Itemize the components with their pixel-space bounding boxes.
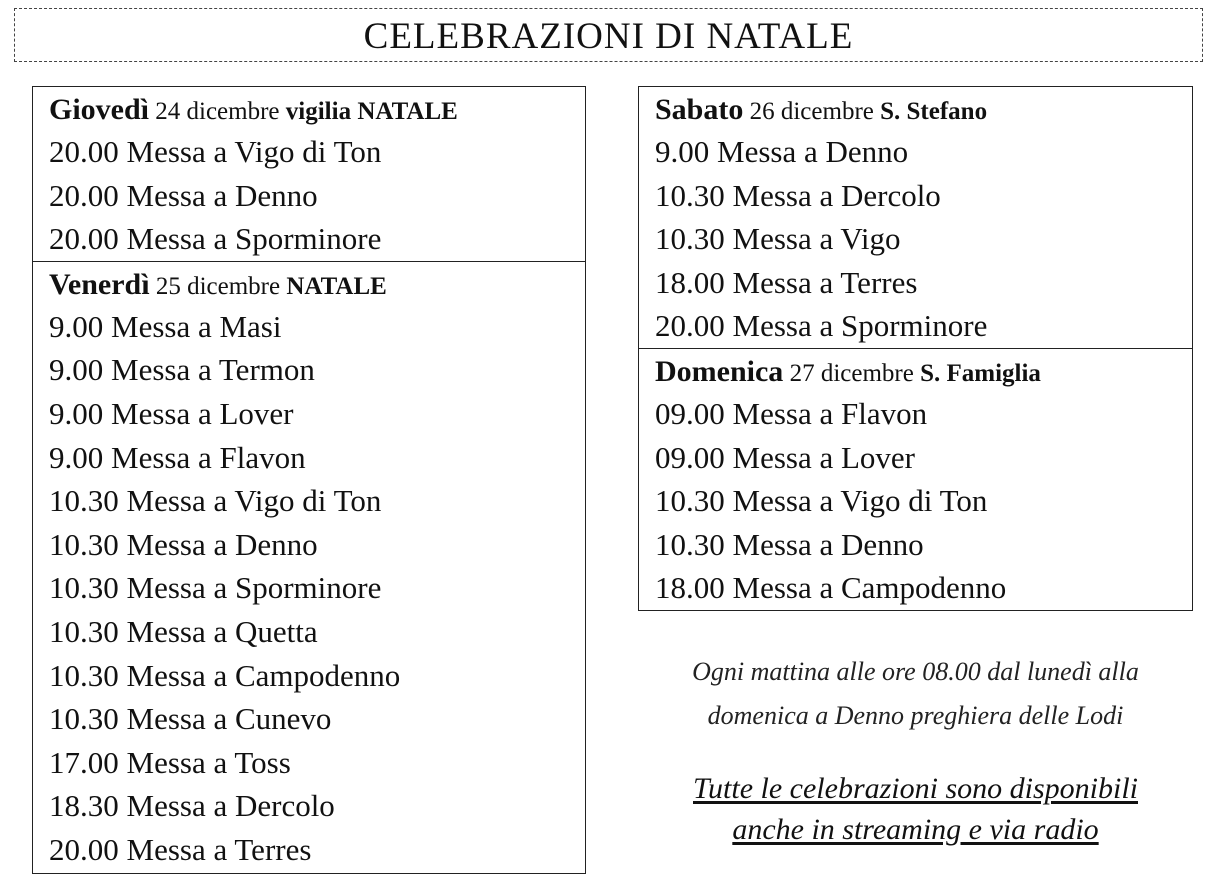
- mass-item: 20.00 Messa a Vigo di Ton: [49, 134, 382, 169]
- mass-item: 9.00 Messa a Masi: [49, 308, 282, 344]
- day-date: 26 dicembre: [749, 98, 874, 125]
- day-name: Giovedì: [49, 93, 150, 126]
- mass-item: 20.00 Messa a Sporminore: [49, 221, 382, 257]
- title-box: [14, 8, 1203, 62]
- mass-item: 9.00 Messa a Termon: [49, 352, 315, 388]
- mass-item: 20.00 Messa a Denno: [49, 177, 318, 213]
- note-line: Ogni mattina alle ore 08.00 dal lunedì alla: [692, 657, 1139, 686]
- mass-item: 18.00 Messa a Terres: [655, 264, 918, 300]
- page-title: CELEBRAZIONI DI NATALE: [363, 15, 854, 57]
- mass-item: 9.00 Messa a Lover: [49, 395, 294, 431]
- day-feast: S. Stefano: [880, 98, 988, 125]
- day-section-giovedi: [33, 87, 585, 261]
- note-line: Tutte le celebrazioni sono disponibili: [693, 772, 1138, 805]
- day-header: [49, 90, 585, 130]
- mass-item: 10.30 Messa a Dercolo: [655, 177, 941, 213]
- day-feast: NATALE: [286, 272, 387, 300]
- day-feast: vigilia NATALE: [285, 98, 458, 125]
- day-header: [49, 265, 585, 305]
- day-name: Domenica: [655, 354, 784, 388]
- schedule-left-panel: [32, 86, 586, 874]
- mass-item: 17.00 Messa a Toss: [49, 744, 291, 780]
- mass-item: 20.00 Messa a Sporminore: [655, 308, 988, 344]
- mass-item: 10.30 Messa a Denno: [49, 526, 318, 562]
- mass-item: 09.00 Messa a Flavon: [655, 395, 928, 431]
- mass-item: 09.00 Messa a Lover: [655, 439, 915, 475]
- mass-item: 10.30 Messa a Vigo: [655, 221, 901, 257]
- mass-item: 10.30 Messa a Sporminore: [49, 570, 382, 606]
- day-header: [655, 352, 1192, 392]
- mass-item: 9.00 Messa a Denno: [655, 134, 909, 169]
- mass-item: 10.30 Messa a Cunevo: [49, 701, 332, 737]
- day-date: 24 dicembre: [155, 98, 280, 125]
- day-section-venerdi: [33, 261, 585, 872]
- day-date: 25 dicembre: [155, 272, 281, 300]
- morning-prayer-note: [638, 650, 1193, 738]
- mass-item: 10.30 Messa a Quetta: [49, 613, 318, 649]
- mass-item: 20.00 Messa a Terres: [49, 831, 312, 867]
- day-date: 27 dicembre: [789, 359, 914, 387]
- mass-item: 18.00 Messa a Campodenno: [655, 570, 1007, 606]
- streaming-note: [638, 768, 1193, 850]
- mass-item: 10.30 Messa a Campodenno: [49, 657, 401, 693]
- day-section-sabato: [639, 87, 1192, 348]
- day-feast: S. Famiglia: [920, 359, 1041, 387]
- day-header: [655, 90, 1192, 130]
- schedule-right-panel: [638, 86, 1193, 611]
- note-line: domenica a Denno preghiera delle Lodi: [707, 701, 1124, 730]
- day-name: Venerdì: [49, 267, 150, 301]
- mass-item: 9.00 Messa a Flavon: [49, 439, 306, 475]
- note-line: anche in streaming e via radio: [732, 813, 1099, 846]
- mass-item: 10.30 Messa a Vigo di Ton: [49, 483, 382, 519]
- mass-item: 10.30 Messa a Vigo di Ton: [655, 483, 988, 519]
- day-name: Sabato: [655, 93, 744, 126]
- mass-item: 18.30 Messa a Dercolo: [49, 788, 335, 824]
- day-section-domenica: [639, 348, 1192, 610]
- mass-item: 10.30 Messa a Denno: [655, 526, 924, 562]
